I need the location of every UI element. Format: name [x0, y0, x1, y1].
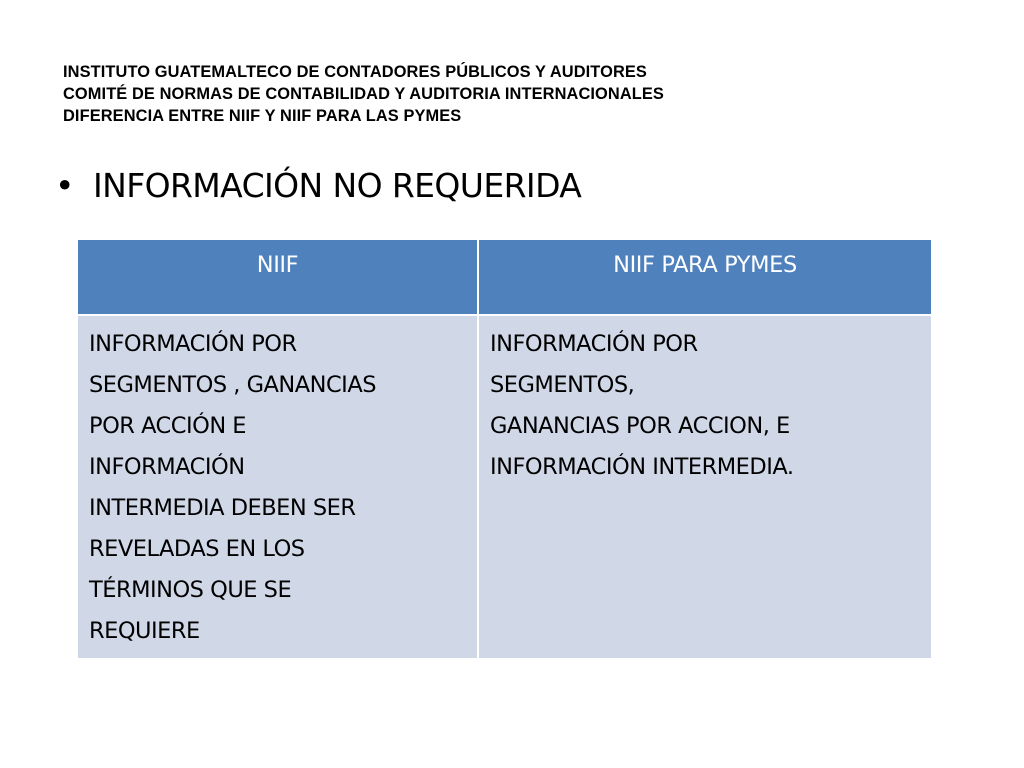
cell-niif-pymes [478, 315, 932, 659]
column-header-niif: NIIF [77, 239, 478, 315]
comparison-table [76, 238, 933, 660]
column-header-niif-pymes: NIIF PARA PYMES [478, 239, 932, 315]
header-line-institute: INSTITUTO GUATEMALTECO DE CONTADORES PÚBLICOS Y AUDITORES [63, 63, 647, 81]
institution-header [63, 61, 664, 127]
bullet-item [55, 164, 581, 208]
header-line-subject: DIFERENCIA ENTRE NIIF Y NIIF PARA LAS PYMES [63, 107, 462, 125]
cell-niif-pymes-text: INFORMACIÓN POR SEGMENTOS, GANANCIAS POR ACCION, E INFORMACIÓN INTERMEDIA. [490, 331, 794, 480]
bullet-icon: • [55, 166, 74, 205]
table-header-row [77, 239, 932, 315]
cell-niif [77, 315, 478, 659]
header-line-committee: COMITÉ DE NORMAS DE CONTABILIDAD Y AUDITORIA INTERNACIONALES [63, 85, 664, 103]
table-row [77, 315, 932, 659]
bullet-title: INFORMACIÓN NO REQUERIDA [93, 166, 582, 205]
cell-niif-text: INFORMACIÓN POR SEGMENTOS , GANANCIAS POR ACCIÓN E INFORMACIÓN INTERMEDIA DEBEN SER REVELADAS EN LOS TÉRMINOS QUE SE REQUIERE [89, 331, 376, 644]
